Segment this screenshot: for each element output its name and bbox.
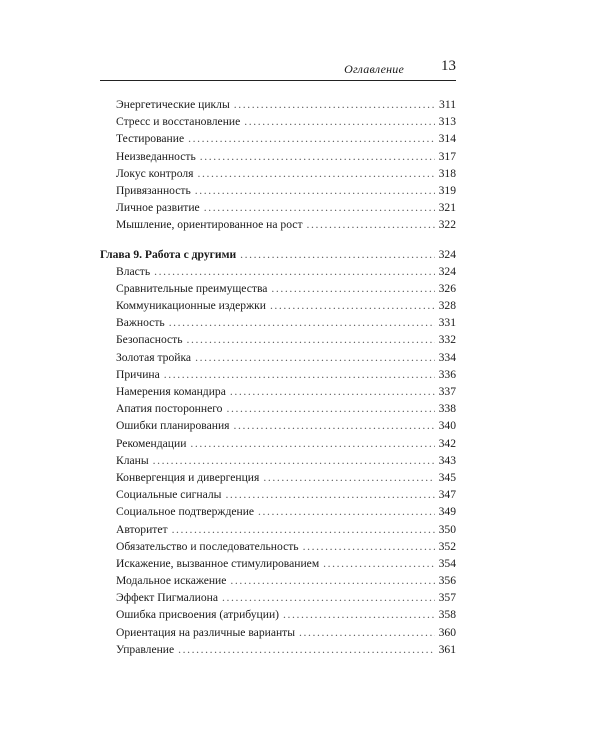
toc-entry xyxy=(100,402,456,419)
toc-entry-page: 352 xyxy=(438,539,456,553)
toc-entry xyxy=(100,132,456,149)
toc-entry-label: Энергетические циклы xyxy=(116,98,230,111)
toc-entry-label: Управление xyxy=(116,642,175,656)
toc-leader-dots xyxy=(230,574,434,587)
toc-entry-page: 340 xyxy=(438,419,456,433)
toc-entry-label: Привязанность xyxy=(116,183,191,197)
toc-leader-dots xyxy=(164,368,435,381)
toc-entry-page: 360 xyxy=(438,625,456,639)
toc-leader-dots xyxy=(225,488,434,501)
toc-entry-label: Сравнительные преимущества xyxy=(116,281,268,295)
toc-entry-label: Золотая тройка xyxy=(116,350,192,364)
toc-entry-label: Неизведанность xyxy=(116,149,196,163)
toc-entry xyxy=(100,608,456,625)
toc-leader-dots xyxy=(178,643,434,656)
toc-entry-label: Эффект Пигмалиона xyxy=(116,591,219,605)
toc-entry xyxy=(100,505,456,522)
toc-entry xyxy=(100,150,456,167)
toc-entry-page: 314 xyxy=(438,132,456,146)
table-of-contents xyxy=(100,98,456,660)
toc-entry xyxy=(100,419,456,436)
toc-entry-label: Апатия постороннего xyxy=(116,402,223,416)
toc-entry xyxy=(100,471,456,488)
toc-entry-label: Рекомендации xyxy=(116,436,187,450)
toc-entry-page: 356 xyxy=(438,574,456,588)
toc-entry-label: Тестирование xyxy=(116,132,185,146)
toc-entry-page: 337 xyxy=(438,385,456,398)
toc-entry xyxy=(100,115,456,132)
running-header-title: Оглавление xyxy=(344,62,404,76)
toc-entry-label: Стресс и восстановление xyxy=(116,115,241,129)
toc-entry xyxy=(100,218,456,235)
toc-entry xyxy=(100,351,456,368)
toc-entry-page: 349 xyxy=(438,505,456,519)
toc-leader-dots xyxy=(307,218,435,231)
toc-entry-page: 345 xyxy=(438,470,456,484)
toc-entry xyxy=(100,523,456,540)
toc-entry-label: Искажение, вызванное стимулированием xyxy=(116,556,320,570)
toc-entry xyxy=(100,265,456,282)
toc-entry-label: Власть xyxy=(116,264,151,278)
toc-leader-dots xyxy=(187,333,435,346)
running-header xyxy=(100,58,456,81)
toc-entry-label: Обязательство и последовательность xyxy=(116,539,299,553)
toc-chapter-heading xyxy=(100,248,456,265)
toc-entry xyxy=(100,167,456,184)
toc-entry xyxy=(100,488,456,505)
toc-entry xyxy=(100,437,456,454)
toc-entry-page: 322 xyxy=(438,218,456,232)
page-number: 13 xyxy=(441,58,456,74)
toc-entry-label: Безопасность xyxy=(116,333,183,347)
toc-entry-page: 318 xyxy=(438,166,456,180)
toc-leader-dots xyxy=(240,248,434,261)
toc-spacer xyxy=(100,236,456,248)
toc-entry-label: Кланы xyxy=(116,453,149,467)
toc-leader-dots xyxy=(222,591,435,604)
toc-entry-page: 313 xyxy=(438,115,456,129)
toc-entry-label: Ошибки планирования xyxy=(116,419,230,433)
toc-entry xyxy=(100,557,456,574)
toc-leader-dots xyxy=(172,523,435,536)
toc-entry xyxy=(100,299,456,316)
toc-entry xyxy=(100,282,456,299)
toc-leader-dots xyxy=(169,316,435,329)
toc-entry-page: 357 xyxy=(438,591,456,605)
toc-entry xyxy=(100,591,456,608)
toc-entry-label: Локус контроля xyxy=(116,166,194,180)
toc-entry-label: Личное развитие xyxy=(116,201,200,215)
toc-leader-dots xyxy=(258,505,435,518)
toc-leader-dots xyxy=(271,282,434,295)
toc-entry-page: 336 xyxy=(438,367,456,381)
toc-entry-label: Мышление, ориентированное на рост xyxy=(116,218,303,232)
toc-entry-page: 358 xyxy=(438,608,456,622)
toc-leader-dots xyxy=(303,540,435,553)
toc-leader-dots xyxy=(283,608,435,621)
toc-entry-label: Ошибка присвоения (атрибуции) xyxy=(116,608,280,622)
toc-leader-dots xyxy=(204,201,435,214)
toc-leader-dots xyxy=(153,454,435,467)
toc-entry-label: Ориентация на различные варианты xyxy=(116,625,296,639)
toc-section-chapter-9 xyxy=(100,265,456,660)
toc-entry-page: 321 xyxy=(438,201,456,215)
toc-entry-label: Конвергенция и дивергенция xyxy=(116,470,260,484)
toc-chapter-label: Глава 9. Работа с другими xyxy=(100,247,237,261)
toc-entry-page: 338 xyxy=(438,402,456,416)
toc-leader-dots xyxy=(244,115,434,128)
toc-leader-dots xyxy=(270,299,435,312)
toc-entry xyxy=(100,368,456,385)
toc-entry-label: Модальное искажение xyxy=(116,574,227,588)
toc-leader-dots xyxy=(234,98,435,111)
toc-entry xyxy=(100,626,456,643)
toc-entry xyxy=(100,98,456,115)
toc-entry xyxy=(100,454,456,471)
toc-entry-label: Социальное подтверждение xyxy=(116,505,255,519)
toc-leader-dots xyxy=(226,402,434,415)
toc-entry-page: 319 xyxy=(438,183,456,197)
toc-leader-dots xyxy=(195,351,435,364)
toc-entry xyxy=(100,385,456,402)
toc-leader-dots xyxy=(188,132,435,145)
toc-entry-page: 326 xyxy=(438,281,456,295)
toc-entry xyxy=(100,316,456,333)
toc-entry-page: 354 xyxy=(438,556,456,570)
toc-entry-page: 334 xyxy=(438,350,456,364)
toc-entry-label: Авторитет xyxy=(116,522,168,536)
toc-entry-page: 328 xyxy=(438,299,456,313)
toc-entry-page: 331 xyxy=(438,316,456,330)
toc-leader-dots xyxy=(195,184,435,197)
toc-entry-label: Коммуникационные издержки xyxy=(116,299,266,313)
toc-entry-label: Важность xyxy=(116,316,165,330)
toc-leader-dots xyxy=(198,167,435,180)
toc-leader-dots xyxy=(234,419,435,432)
toc-entry-page: 311 xyxy=(439,98,456,111)
toc-leader-dots xyxy=(154,265,434,278)
toc-entry-label: Причина xyxy=(116,367,160,381)
toc-entry-page: 317 xyxy=(438,149,456,163)
toc-leader-dots xyxy=(200,150,435,163)
toc-entry xyxy=(100,333,456,350)
toc-entry-page: 342 xyxy=(438,436,456,450)
toc-entry xyxy=(100,184,456,201)
toc-section-previous-chapter xyxy=(100,98,456,236)
toc-entry-label: Намерения командира xyxy=(116,385,226,398)
toc-entry-page: 347 xyxy=(438,488,456,502)
toc-leader-dots xyxy=(323,557,434,570)
toc-entry-page: 361 xyxy=(438,642,456,656)
toc-entry-page: 350 xyxy=(438,522,456,536)
toc-entry-page: 343 xyxy=(438,453,456,467)
toc-leader-dots xyxy=(190,437,434,450)
toc-entry-page: 324 xyxy=(438,264,456,278)
toc-entry xyxy=(100,574,456,591)
toc-chapter-page: 324 xyxy=(438,247,456,261)
toc-entry xyxy=(100,201,456,218)
toc-leader-dots xyxy=(230,385,435,398)
toc-entry-label: Социальные сигналы xyxy=(116,488,222,502)
toc-entry xyxy=(100,540,456,557)
toc-entry xyxy=(100,643,456,660)
toc-entry-page: 332 xyxy=(438,333,456,347)
toc-leader-dots xyxy=(299,626,435,639)
toc-leader-dots xyxy=(263,471,434,484)
